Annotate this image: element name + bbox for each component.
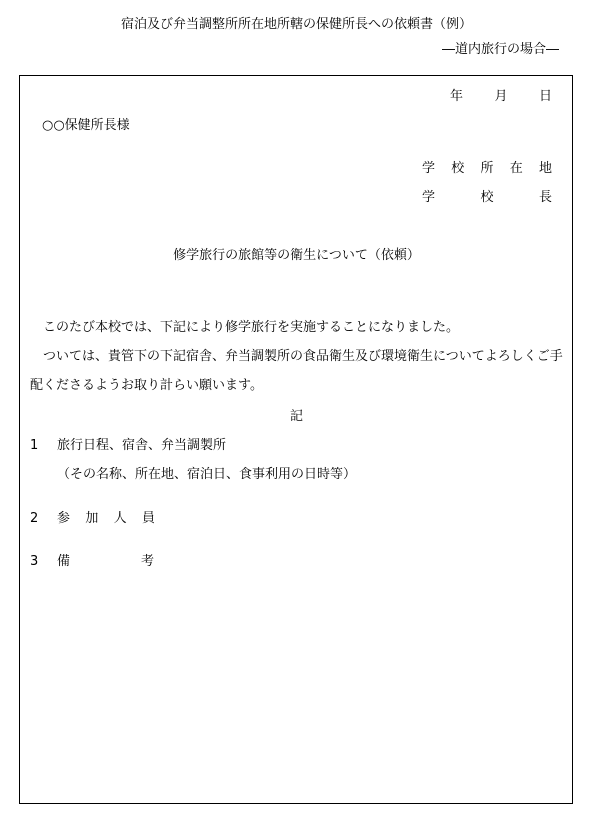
sender-principal-char: 学 (422, 190, 436, 205)
body-paragraph: このたび本校では、下記により修学旅行を実施することになりました。 (43, 320, 460, 335)
document-title: 宿泊及び弁当調整所所在地所轄の保健所長への依頼書（例） (120, 17, 472, 32)
date-line (450, 89, 552, 105)
date-year: 年 (450, 89, 464, 104)
item-label-char: 備 (57, 554, 71, 569)
item-label-char: 考 (140, 554, 154, 569)
list-item (30, 511, 155, 527)
sender-school-location (422, 161, 552, 177)
item-label-char: 員 (141, 511, 155, 526)
sender-principal (422, 190, 552, 206)
ki-heading: 記 (289, 409, 303, 424)
sender-principal-char: 校 (480, 190, 494, 205)
sender-principal-char: 長 (538, 190, 552, 205)
sender-location-char: 学 (422, 161, 436, 176)
item-number: 2 (30, 511, 39, 526)
date-day: 日 (538, 89, 552, 104)
item-label-char: 加 (85, 511, 99, 526)
sender-location-char: 所 (480, 161, 494, 176)
date-month: 月 (494, 89, 508, 104)
sender-location-char: 校 (451, 161, 465, 176)
sender-location-char: 在 (509, 161, 523, 176)
item-label (57, 511, 155, 527)
document-subtitle: ―道内旅行の場合― (441, 42, 559, 57)
item-number: 3 (30, 554, 39, 569)
addressee: ○○保健所長様 (42, 118, 130, 133)
list-item (30, 554, 154, 570)
item-label-char: 人 (113, 511, 127, 526)
body-paragraph: ついては、貴管下の下記宿舎、弁当調製所の食品衛生及び環境衛生についてよろしくご手配くださるようお取り計らい願います。 (30, 349, 563, 393)
item-label (57, 554, 154, 570)
item-label-char: 参 (57, 511, 71, 526)
item-note: （その名称、所在地、宿泊日、食事利用の日時等） (57, 467, 357, 482)
item-label: 旅行日程、宿舎、弁当調製所 (57, 438, 227, 453)
item-number: 1 (30, 438, 39, 453)
list-item (30, 438, 226, 454)
sender-location-char: 地 (538, 161, 552, 176)
letter-subject: 修学旅行の旅館等の衛生について（依頼） (173, 248, 420, 263)
